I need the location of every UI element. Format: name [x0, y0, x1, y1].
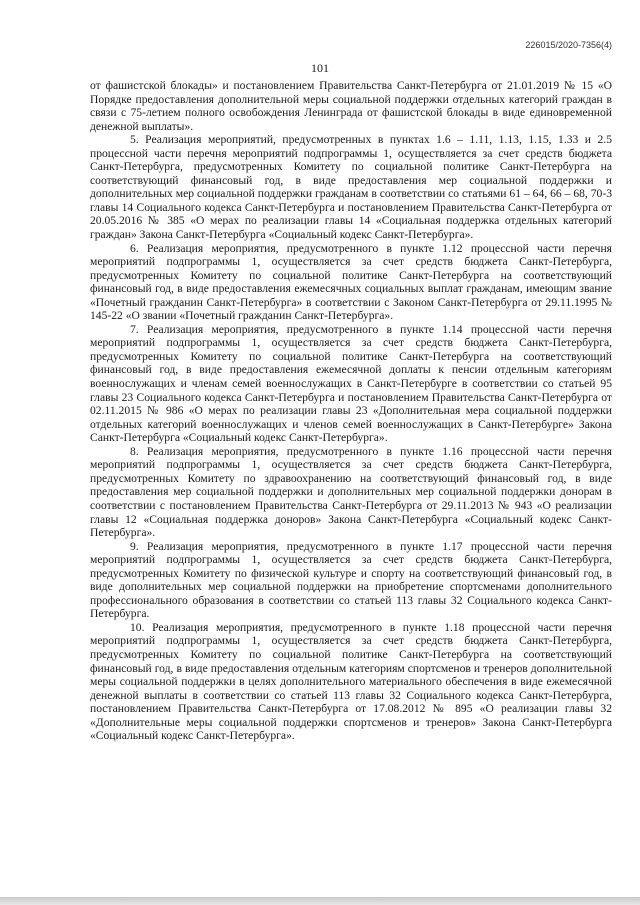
paragraph-item-10: 10. Реализация мероприятия, предусмотренного в пункте 1.18 процессной части перечня мероприятий подпрограммы 1, осуществляется за счет средств бюджета Санкт-Петербурга, предусмотренных Комитету по социальной политике Санкт-Петербурга на соответствующий финансовый год, в виде предоставления отдельным категориям спортсменов и тренеров дополнительной меры социальной поддержки в целях дополнительного материального обеспечения в виде ежемесячной денежной выплаты в соответствии со статьей 113 главы 32 Социального кодекса Санкт-Петербурга, постановлением Правительства Санкт-Петербурга от 17.08.2012 № 895 «О реализации главы 32 «Дополнительные меры социальной поддержки спортсменов и тренеров» Закона Санкт-Петербурга «Социальный кодекс Санкт-Петербурга».	[90, 620, 612, 743]
scan-bottom-edge	[0, 897, 640, 905]
paragraph-item-5: 5. Реализация мероприятий, предусмотренных в пунктах 1.6 – 1.11, 1.13, 1.15, 1.33 и 2.5 процессной части перечня мероприятий подпрограммы 1, осуществляется за счет средств бюджета Санкт-Петербурга, предусмотренных Комитету по социальной политике Санкт-Петербурга на соответствующий финансовый год, в виде предоставления мер социальной поддержки и дополнительных мер социальной поддержки гражданам в соответствии со статьями 61 – 64, 66 – 68, 70-3 главы 14 Социального кодекса Санкт-Петербурга и постановлением Правительства Санкт-Петербурга от 20.05.2016 № 385 «О мерах по реализации главы 14 «Социальная поддержка отдельных категорий граждан» Закона Санкт-Петербурга «Социальный кодекс Санкт-Петербурга».	[90, 133, 612, 242]
paragraph-item-9: 9. Реализация мероприятия, предусмотренного в пункте 1.17 процессной части перечня мероприятий подпрограммы 1, осуществляется за счет средств бюджета Санкт-Петербурга, предусмотренных Комитету по физической культуре и спорту на соответствующий финансовый год, в виде дополнительных мер социальной поддержки на приобретение спортсменами дополнительного профессионального образования в соответствии со статьей 113 главы 32 Социального кодекса Санкт-Петербурга.	[90, 539, 612, 621]
page-number: 101	[311, 61, 329, 75]
paragraph-item-7: 7. Реализация мероприятия, предусмотренного в пункте 1.14 процессной части перечня мероприятий подпрограммы 1, осуществляется за счет средств бюджета Санкт-Петербурга, предусмотренных Комитету по социальной политике Санкт-Петербурга на соответствующий финансовый год, в виде предоставления ежемесячной доплаты к пенсии отдельным категориям военнослужащих и членам семей военнослужащих в Санкт-Петербурге в соответствии со статьей 95 главы 23 Социального кодекса Санкт-Петербурга и постановлением Правительства Санкт-Петербурга от 02.11.2015 № 986 «О мерах по реализации главы 23 «Дополнительная мера социальной поддержки отдельных категорий военнослужащих и членов семей военнослужащих в Санкт-Петербурге» Закона Санкт-Петербурга «Социальный кодекс Санкт-Петербурга».	[90, 322, 612, 445]
document-registration-code: 226015/2020-7356(4)	[525, 40, 612, 50]
paragraph-item-8: 8. Реализация мероприятия, предусмотренного в пункте 1.16 процессной части перечня мероприятий подпрограммы 1, осуществляется за счет средств бюджета Санкт-Петербурга, предусмотренных Комитету по здравоохранению на соответствующий финансовый год, в виде предоставления мер социальной поддержки и дополнительных мер социальной поддержки донорам в соответствии с постановлением Правительства Санкт-Петербурга от 29.11.2013 № 943 «О реализации главы 12 «Социальная поддержка доноров» Закона Санкт-Петербурга «Социальный кодекс Санкт-Петербурга».	[90, 444, 612, 540]
document-body	[90, 79, 612, 743]
paragraph-item-6: 6. Реализация мероприятия, предусмотренного в пункте 1.12 процессной части перечня мероприятий подпрограммы 1, осуществляется за счет средств бюджета Санкт-Петербурга, предусмотренных Комитету по социальной политике Санкт-Петербурга на соответствующий финансовый год, в виде предоставления ежемесячных социальных выплат гражданам, имеющим звание «Почетный гражданин Санкт-Петербурга» в соответствии с Законом Санкт-Петербурга от 29.11.1995 № 145-22 «О звании «Почетный гражданин Санкт-Петербурга».	[90, 241, 612, 323]
paragraph-continuation: от фашистской блокады» и постановлением Правительства Санкт-Петербурга от 21.01.2019 № 15 «О Порядке предоставления дополнительной меры социальной поддержки отдельных категорий граждан в связи с 75-летием полного освобождения Ленинграда от фашистской блокады в виде единовременной денежной выплаты».	[90, 79, 612, 133]
